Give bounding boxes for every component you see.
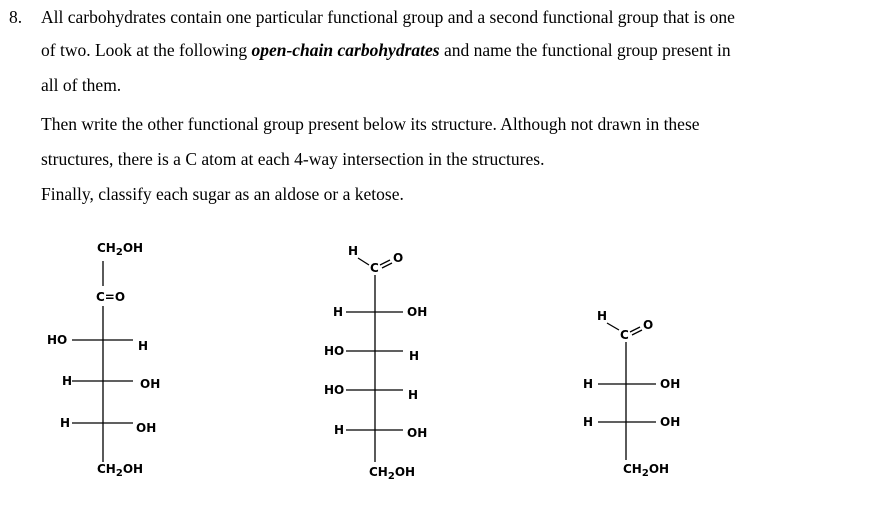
s2-r3-right: H — [408, 388, 419, 402]
s3-r2-right: OH — [660, 415, 681, 429]
s3-aldehyde-c: C — [620, 328, 629, 342]
s2-aldehyde-bond-h — [358, 258, 369, 265]
structure-1 — [47, 241, 160, 479]
s1-bottom-group: $CH_2OH$ — [97, 462, 144, 479]
s2-bottom-group: $CH_2OH$ — [369, 465, 416, 482]
s1-r1-left: HO — [47, 333, 68, 347]
question-line-5: structures, there is a C atom at each 4-way intersection in the structures. — [41, 149, 545, 169]
s3-aldehyde-bond-h — [607, 323, 619, 330]
s1-top-group: $CH_2OH$ — [97, 241, 144, 258]
structure-2 — [324, 244, 427, 482]
s1-carbonyl: C=O — [96, 290, 126, 304]
question-line-4: Then write the other functional group present below its structure. Although not drawn in these — [41, 114, 700, 134]
s3-r1-left: H — [583, 377, 594, 391]
s2-aldehyde-h: H — [348, 244, 359, 258]
s2-r4-left: H — [334, 423, 345, 437]
s2-r2-left: HO — [324, 344, 345, 358]
question-line-2: of two. Look at the following open-chain carbohydrates and name the functional group present in — [41, 40, 731, 60]
s3-aldehyde-h: H — [597, 309, 608, 323]
s2-r1-right: OH — [407, 305, 428, 319]
s3-r1-right: OH — [660, 377, 681, 391]
s1-r3-right: OH — [136, 421, 157, 435]
question-number: 8. — [9, 7, 23, 27]
question-line-6: Finally, classify each sugar as an aldose or a ketose. — [41, 184, 404, 204]
s2-r3-left: HO — [324, 383, 345, 397]
s2-aldehyde-o: O — [393, 251, 404, 265]
emphasis-open-chain: open-chain carbohydrates — [251, 40, 440, 60]
s3-r2-left: H — [583, 415, 594, 429]
s1-r2-right: OH — [140, 377, 161, 391]
structure-3 — [583, 309, 680, 479]
s3-aldehyde-o: O — [643, 318, 654, 332]
s1-r3-left: H — [60, 416, 71, 430]
s2-r4-right: OH — [407, 426, 428, 440]
question-line-3: all of them. — [41, 75, 122, 95]
s2-r1-left: H — [333, 305, 344, 319]
s2-r2-right: H — [409, 349, 420, 363]
s1-r2-left: H — [62, 374, 73, 388]
question-line-1: 8. All carbohydrates contain one particular functional group and a second functional group that is one — [9, 0, 879, 35]
s2-aldehyde-c: C — [370, 261, 379, 275]
s1-r1-right: H — [138, 339, 149, 353]
s3-bottom-group: $CH_2OH$ — [623, 462, 670, 479]
